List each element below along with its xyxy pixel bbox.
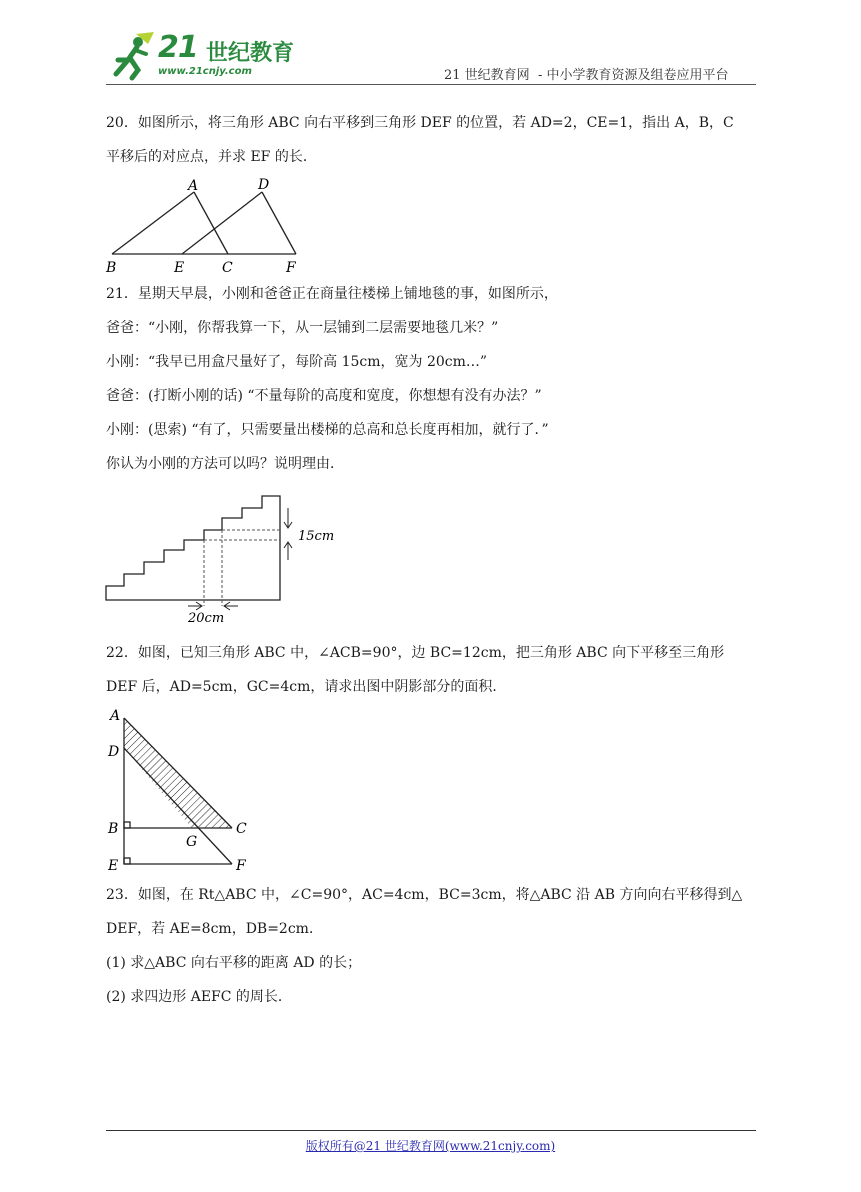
header-tagline: 21 世纪教育网 - 中小学教育资源及组卷应用平台 [444,68,729,83]
footer-copyright-link[interactable]: 版权所有@21 世纪教育网(www.21cnjy.com) [305,1139,556,1153]
q22-figure [104,702,264,876]
q21-line3: 小刚：“我早已用盒尺量好了，每阶高 15cm，宽为 20cm…” [106,354,488,370]
runner-icon [108,30,158,82]
logo-number: 21 [158,30,198,65]
q21-line6: 你认为小刚的方法可以吗？说明理由． [106,456,344,472]
q21-stairs-figure [104,494,344,624]
q20-line2: 平移后的对应点，并求 EF 的长． [106,149,317,165]
q21-width-label: 20cm [188,611,225,624]
q21-height-label: 15cm [298,529,335,544]
q22-label-c: C [236,821,247,837]
q22-line2: DEF 后，AD=5cm，GC=4cm，请求出图中阴影部分的面积． [106,679,507,695]
logo-url: www.21cnjy.com [158,66,252,77]
q20-label-d: D [258,177,270,193]
q22-label-d: D [108,744,120,760]
q21-line2: 爸爸：“小刚，你帮我算一下，从一层铺到二层需要地毯几米？” [106,320,499,336]
q22-label-a: A [110,708,121,724]
q20-figure [104,176,304,276]
q22-label-b: B [108,821,119,837]
q22-label-e: E [108,858,119,874]
footer-divider [106,1130,756,1131]
q21-line1: 21．星期天早晨，小刚和爸爸正在商量往楼梯上铺地毯的事，如图所示， [106,286,558,302]
q20-label-b: B [106,260,117,276]
q21-line5: 小刚：(思索) “有了，只需要量出楼梯的总高和总长度再相加，就行了．” [106,422,549,438]
header-divider [106,84,756,85]
q20-label-a: A [188,178,199,194]
q23-line2: DEF，若 AE=8cm，DB=2cm． [106,921,323,937]
q22-label-g: G [186,834,198,850]
q23-sub2: (2) 求四边形 AEFC 的周长． [106,989,292,1005]
q20-label-f: F [286,260,296,276]
q23-line1: 23．如图，在 Rt△ABC 中，∠C=90°，AC=4cm，BC=3cm，将△ABC 沿 AB 方向向右平移得到△ [106,887,743,903]
logo-title: 世纪教育 [206,41,295,66]
q22-label-f: F [236,858,246,874]
q20-line1: 20．如图所示，将三角形 ABC 向右平移到三角形 DEF 的位置，若 AD=2，CE=1，指出 A，B，C [106,115,734,131]
q22-line1: 22．如图，已知三角形 ABC 中，∠ACB=90°，边 BC=12cm，把三角形 ABC 向下平移至三角形 [106,645,725,661]
q20-label-c: C [222,260,233,276]
q20-label-e: E [174,260,185,276]
q23-sub1: (1) 求△ABC 向右平移的距离 AD 的长； [106,955,362,971]
q21-line4: 爸爸：(打断小刚的话) “不量每阶的高度和宽度，你想想有没有办法？” [106,388,542,404]
